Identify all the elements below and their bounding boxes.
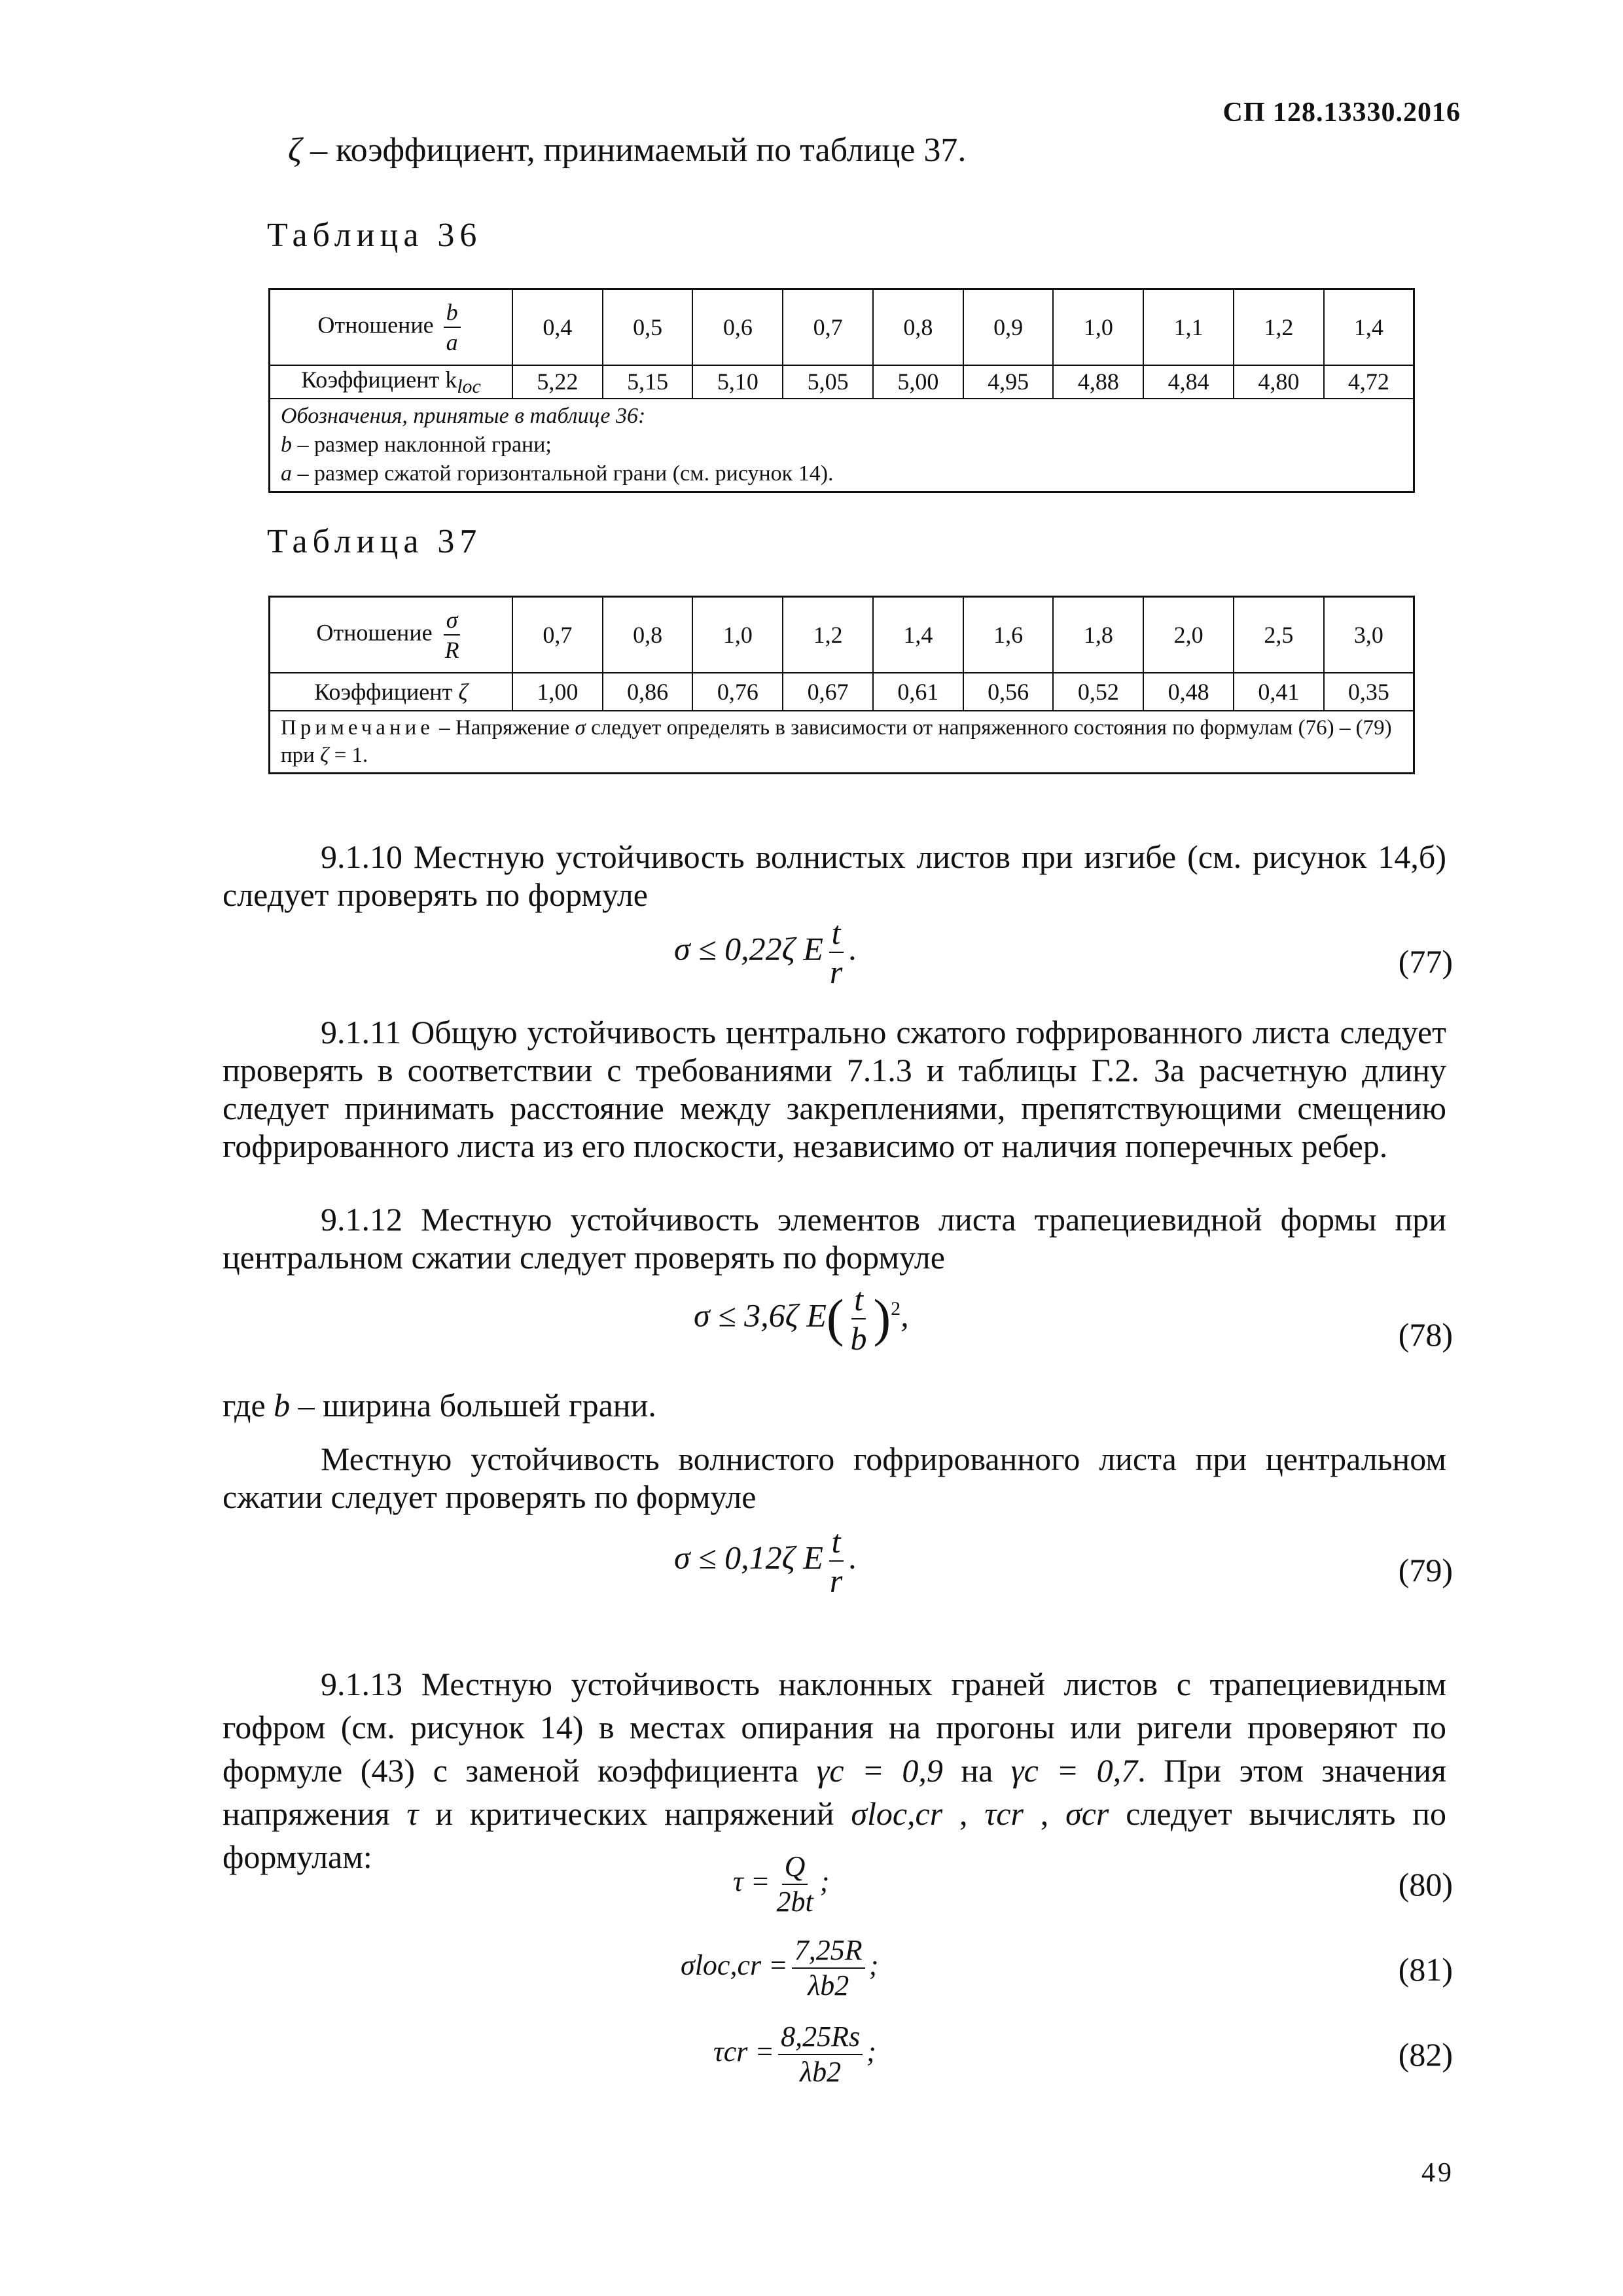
table37-coeff-cell: 0,56 <box>963 673 1054 711</box>
table36-ratio-cell: 1,4 <box>1324 289 1414 365</box>
table37-ratio-cell: 0,7 <box>512 597 603 673</box>
table36-coeff-cell: 4,72 <box>1324 365 1414 399</box>
table36-ratio-cell: 1,2 <box>1234 289 1324 365</box>
table36-coeff-cell: 5,05 <box>783 365 873 399</box>
paragraph-9-1-10: 9.1.10 Местную устойчивость волнистых листов при изгибе (см. рисунок 14,б) следует проверять по формуле <box>223 838 1446 913</box>
table37-coeff-cell: 0,61 <box>873 673 963 711</box>
table37-coeff-cell: 0,35 <box>1324 673 1414 711</box>
table37-ratio-cell: 1,4 <box>873 597 963 673</box>
paragraph-9-1-11: 9.1.11 Общую устойчивость центрально сжатого гофрированного листа следует проверять в соответствии с требованиями 7.1.3 и таблицы Г.2. За расчетную длину следует принимать расстояние между закреплениями, препятствующими смещению гофрированного листа из его плоскости, независимо от наличия поперечных ребер. <box>223 1014 1446 1164</box>
formula-79: σ ≤ 0,12ζ E $\frac{t}{r}$ . <box>674 1523 857 1599</box>
table37-coeff-cell: 0,67 <box>783 673 873 711</box>
table37-note-row <box>270 711 1414 774</box>
ratio-b-over-a: $\frac{b}{a}$ <box>444 300 461 354</box>
table36-coeff-row <box>270 365 1414 399</box>
zeta-symbol: ζ <box>288 132 302 169</box>
table37-coeff-cell: 0,41 <box>1234 673 1324 711</box>
formula-82: τcr = $\frac{8,25Rs}{\lambda b2}$ ; <box>713 2020 876 2088</box>
formula-81: σloc,cr = $\frac{7,25R}{\lambda b2}$ ; <box>681 1934 879 2001</box>
table36-coeff-cell: 5,22 <box>512 365 603 399</box>
page-number: 49 <box>1421 2158 1454 2188</box>
table36-coeff-cell: 4,84 <box>1143 365 1234 399</box>
equation-number-77: (77) <box>1398 943 1453 980</box>
table36-coeff-cell: 4,88 <box>1053 365 1143 399</box>
table36-note: Обозначения, принятые в таблице 36: b – размер наклонной грани; a – размер сжатой горизонтальной грани (см. рисунок 14). <box>270 399 1414 492</box>
table37-ratio-label: Отношение $\frac{\sigma}{R}$ <box>270 597 512 673</box>
formula-80: τ = $\frac{Q}{2bt}$ ; <box>733 1850 830 1918</box>
table37-ratio-cell: 1,6 <box>963 597 1054 673</box>
table36-note-row <box>270 399 1414 492</box>
equation-number-80: (80) <box>1398 1866 1453 1903</box>
table37-coeff-cell: 0,76 <box>692 673 783 711</box>
table36-ratio-cell: 1,0 <box>1053 289 1143 365</box>
table36-ratio-cell: 0,6 <box>692 289 783 365</box>
table36-coeff-cell: 4,80 <box>1234 365 1324 399</box>
table36-ratio-cell: 0,8 <box>873 289 963 365</box>
table37-ratio-cell: 2,0 <box>1143 597 1234 673</box>
table37-caption: Таблица 37 <box>267 523 482 560</box>
equation-number-81: (81) <box>1398 1951 1453 1988</box>
table37-coeff-cell: 0,48 <box>1143 673 1234 711</box>
ratio-sigma-over-r: $\frac{\sigma}{R}$ <box>444 606 459 663</box>
table37-coeff-label: Коэффициент ζ <box>270 673 512 711</box>
table36-ratio-row <box>270 289 1414 365</box>
equation-number-79: (79) <box>1398 1552 1453 1588</box>
table36-coeff-cell: 5,10 <box>692 365 783 399</box>
formula-78: σ ≤ 3,6ζ E( $\frac{t}{b}$ )$^2$, <box>694 1281 909 1357</box>
table37-ratio-cell: 1,8 <box>1053 597 1143 673</box>
table36-ratio-cell: 1,1 <box>1143 289 1234 365</box>
table36-ratio-cell: 0,4 <box>512 289 603 365</box>
table36-ratio-cell: 0,5 <box>603 289 693 365</box>
paragraph-wavy-sheet: Местную устойчивость волнистого гофрированного листа при центральном сжатии следует проверять по формуле <box>223 1441 1446 1515</box>
paragraph-9-1-13: 9.1.13 Местную устойчивость наклонных граней листов с трапециевидным гофром (см. рисунок 14) в местах опирания на прогоны или ригели проверяют по формуле (43) с заменой коэффициента γc = 0,9 на γc = 0,7. При этом значения напряжения τ и критических напряжений σloc,cr , τcr , σcr следует вычислять по формулам: <box>223 1666 1447 1875</box>
paragraph-9-1-12: 9.1.12 Местную устойчивость элементов листа трапециевидной формы при центральном сжатии следует проверять по формуле <box>223 1201 1446 1276</box>
equation-number-78: (78) <box>1398 1316 1453 1353</box>
table36-caption: Таблица 36 <box>267 217 482 254</box>
table37-ratio-cell: 1,2 <box>783 597 873 673</box>
intro-line <box>288 131 966 170</box>
table36-ratio-cell: 0,7 <box>783 289 873 365</box>
table36-coeff-cell: 4,95 <box>963 365 1054 399</box>
document-code: СП 128.13330.2016 <box>1222 98 1461 128</box>
table37 <box>268 596 1415 774</box>
table37-coeff-cell: 0,52 <box>1053 673 1143 711</box>
table37-ratio-cell: 3,0 <box>1324 597 1414 673</box>
table36-ratio-label: Отношение $\frac{b}{a}$ <box>270 289 512 365</box>
table36 <box>268 288 1415 493</box>
table36-ratio-cell: 0,9 <box>963 289 1054 365</box>
table37-coeff-cell: 0,86 <box>603 673 693 711</box>
table36-coeff-cell: 5,00 <box>873 365 963 399</box>
table37-ratio-cell: 1,0 <box>692 597 783 673</box>
table37-coeff-row <box>270 673 1414 711</box>
intro-text: – коэффициент, принимаемый по таблице 37. <box>302 132 967 169</box>
table37-ratio-cell: 2,5 <box>1234 597 1324 673</box>
table37-coeff-cell: 1,00 <box>512 673 603 711</box>
table36-coeff-label: Коэффициент $k_{loc}$ <box>270 365 512 399</box>
table37-ratio-row <box>270 597 1414 673</box>
equation-number-82: (82) <box>1398 2036 1453 2073</box>
table37-ratio-cell: 0,8 <box>603 597 693 673</box>
where-b-line: где b – ширина большей грани. <box>223 1387 656 1424</box>
table37-note: Примечание – Напряжение σ следует определять в зависимости от напряженного состояния по формулам (76) – (79) при ζ = 1. <box>270 711 1414 774</box>
table36-coeff-cell: 5,15 <box>603 365 693 399</box>
formula-77: σ ≤ 0,22ζ E $\frac{t}{r}$ . <box>674 914 857 990</box>
